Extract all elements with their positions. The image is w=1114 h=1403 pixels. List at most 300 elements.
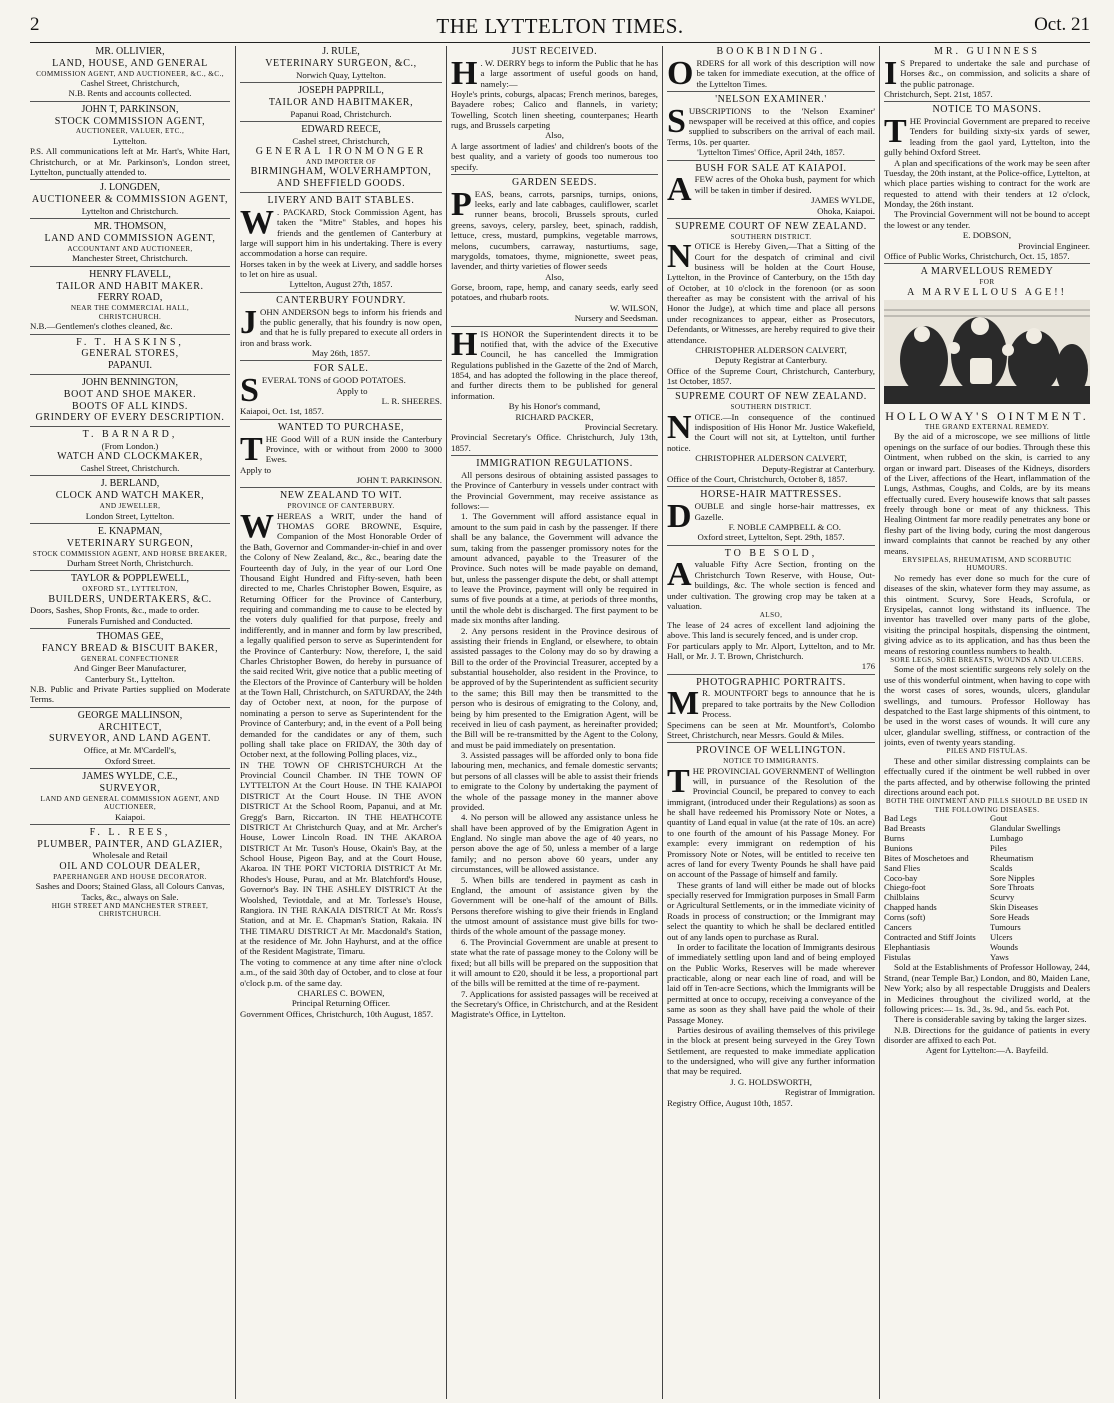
ad-heading: MR. GUINNESS bbox=[933, 46, 1040, 57]
ad-writ bbox=[240, 487, 442, 1019]
list-item: Gout bbox=[990, 813, 1008, 824]
list-item: Sore Nipples bbox=[990, 872, 1035, 883]
ad-body: FEW acres of the Ohoka bush, payment for which will be taken in timber if desired. bbox=[694, 174, 875, 195]
ad-address-sub: NEAR THE COMMERCIAL HALL, bbox=[70, 304, 190, 313]
ad-body: . PACKARD, Stock Commission Agent, has taken the "Mitre" Stables, and hopes his friends and the gentlemen of Canterbury at large will support him in his undertaking. There is every accommodation a horse can require. bbox=[240, 206, 442, 259]
ad-trade-sub: SURVEYOR, AND LAND AGENT. bbox=[48, 733, 212, 745]
ad-address: PAPANUI. bbox=[107, 360, 152, 372]
column-divider bbox=[235, 46, 236, 1399]
ad-signoff: Office of Public Works, Christchurch, Oct. 15, 1857. bbox=[884, 250, 1070, 261]
column-divider bbox=[446, 46, 447, 1399]
ad-body: HE Good Will of a RUN inside the Canterbury Province, with or without from 2000 to 3000 Ewes. bbox=[265, 433, 442, 465]
ad-signature: E. DOBSON, bbox=[962, 230, 1012, 241]
ad-trade: STOCK COMMISSION AGENT, bbox=[54, 115, 206, 127]
ad-signature: RICHARD PACKER, bbox=[515, 411, 594, 422]
ad-heading-sub: FOR bbox=[979, 278, 995, 287]
regulation-7: 7. Applications for assisted passages will be received at the Secretary's Office, in Christchurch, and at the Resident Magistrate's Office, in Lyttelton. bbox=[451, 988, 658, 1020]
ad-address: Office, at Mr. M'Cardell's, bbox=[83, 745, 177, 756]
ad-note: N.B. Rents and accounts collected. bbox=[68, 88, 192, 99]
ad-signoff: Office of the Court, Christchurch, October 8, 1857. bbox=[667, 473, 848, 484]
ad-signoff: Agent for Lyttelton:—A. Bayfeild. bbox=[925, 1045, 1049, 1056]
ad-signature: CHRISTOPHER ALDERSON CALVERT, bbox=[695, 344, 847, 355]
list-item: Cancers bbox=[884, 921, 912, 932]
ad-signature-title: Registrar of Immigration. bbox=[784, 1087, 875, 1098]
ad-name: HENRY FLAVELL, bbox=[89, 268, 171, 280]
ad-name: GEORGE MALLINSON, bbox=[77, 709, 183, 721]
page-number: 2 bbox=[30, 14, 40, 35]
ad-photographic bbox=[667, 674, 875, 741]
ad-immigration bbox=[451, 455, 658, 1020]
ad-subheading: PROVINCE OF CANTERBURY. bbox=[287, 502, 395, 511]
ad-name: J. RULE, bbox=[322, 46, 360, 57]
ad-line: Apply to bbox=[336, 385, 368, 396]
ad-body: Specimens can be seen at Mr. Mountfort's, Colombo Street, Christchurch, near Messrs. Gould & Miles. bbox=[667, 719, 875, 740]
ad-heading: SUPREME COURT OF NEW ZEALAND. bbox=[675, 220, 867, 232]
list-item: Scalds bbox=[990, 862, 1013, 873]
ad-holloway bbox=[884, 263, 1090, 1056]
ad-body: The Provincial Government will not be bound to accept the lowest or any tender. bbox=[884, 209, 1090, 230]
ad-heading: HOLLOWAY'S OINTMENT. bbox=[885, 408, 1089, 423]
ad-heading: HORSE-HAIR MATTRESSES. bbox=[700, 489, 842, 501]
ad-body: By the aid of a microscope, we see millions of little openings on the surface of our bodies. Through these this Ointment, when rubbed on the skin, is carried to any organ or inward part. Diseases of the Kidneys, disorders of the Liver, affections of the Heart, inflammation of the Lungs, Asthmas, Coughs, and Colds, are by its means effectually cured. Every housewife knows that salt passes freely through bone or meat of any thickness. This Healing Ointment far more readily penetrates any bone or fleshy part of the living body, curing the most dangerous inward complaints that cannot be reached by any other means. bbox=[884, 431, 1090, 556]
list-item: Chiego-foot bbox=[884, 882, 926, 893]
ad-signature: JOHN T. PARKINSON. bbox=[356, 475, 442, 486]
ad-name: TAYLOR & POPPLEWELL, bbox=[71, 573, 189, 585]
ad-signoff: Provincial Secretary's Office. Christchurch, July 13th, 1857. bbox=[451, 432, 658, 453]
ad-body: EAS, beans, carrots, parsnips, turnips, onions, leeks, early and late cabbages, cauliflower, scarlet runner beans, brocoli, Brussels sprouts, curled greens, savoys, celery, parsley, beet, spinach, raddish, lettuce, cress, mustard, pumpkins, vegetable marrows, melons, cucumbers, carraway, nasturtiums, sage, marygolds, tomatoes, thyme, mignionette, sweet peas, lavender, and thirty varieties of flower seeds bbox=[451, 188, 658, 272]
ad-address: Kaiapoi. bbox=[114, 811, 146, 822]
ad-name: F. T. HASKINS, bbox=[76, 336, 184, 348]
column-divider bbox=[879, 46, 880, 1399]
ad-name: F. L. REES, bbox=[89, 826, 171, 838]
ad-name: EDWARD REECE, bbox=[301, 123, 381, 135]
ad-name: J. LONGDEN, bbox=[100, 182, 160, 194]
ad-note: P.S. All communications left at Mr. Hart's, White Hart, Christchurch, or at Mr. Parkinson's, London street, Lyttelton, punctually attended to. bbox=[30, 146, 230, 178]
list-item: Bunions bbox=[884, 842, 913, 853]
ad-body: There is considerable saving by taking the larger sizes. bbox=[894, 1014, 1087, 1025]
ad-name: JOHN T, PARKINSON, bbox=[81, 103, 179, 115]
ad-wanted bbox=[240, 419, 442, 486]
ad-trade: ARCHITECT, bbox=[98, 721, 162, 733]
ad-town: CHRISTCHURCH. bbox=[98, 312, 162, 321]
ad-bush bbox=[667, 160, 875, 216]
ad-trade: AUCTIONEER & COMMISSION AGENT, bbox=[31, 194, 229, 206]
ad-body: Parties desirous of availing themselves of this privilege in the block at present being surveyed in the Grey Town Settlement, are requested to make immediate application to the undersigned, who will give any further information that may be required. bbox=[667, 1024, 875, 1077]
ad-name: MR. THOMSON, bbox=[93, 221, 167, 233]
ad-heading: BUSH FOR SALE AT KAIAPOI. bbox=[695, 162, 847, 174]
ad-heading: A MARVELLOUS REMEDY bbox=[920, 266, 1054, 278]
ad-body: A large assortment of ladies' and children's boots of the best quality, and a variety of goods too numerous too specify. bbox=[451, 140, 658, 172]
ad-haskins bbox=[30, 334, 230, 372]
ad-trade: VETERINARY SURGEON, bbox=[66, 537, 194, 549]
ad-rule bbox=[240, 46, 442, 80]
ad-address: Cashel street, Christchurch, bbox=[292, 135, 390, 146]
ad-heading: PROVINCE OF WELLINGTON. bbox=[696, 745, 846, 757]
ad-intro: All persons desirous of obtaining assisted passages to the Province of Canterbury in vessels under contract with the Provincial Government, may receive assistance as follows:— bbox=[451, 469, 658, 512]
ad-trade-sub: AND JEWELLER, bbox=[99, 502, 161, 511]
drop-cap: M bbox=[667, 685, 700, 723]
drop-cap: W bbox=[240, 507, 274, 545]
ad-nelson-examiner bbox=[667, 91, 875, 158]
ad-body: Sold at the Establishments of Professor Holloway, 244, Strand, (near Temple Bar,) London, and 80, Maiden Lane, New York; also by all respectable Druggists and Dealers in Medicines throughout the civilized world, at the following prices:— 1s. 3d., 3s. 9d., and 5s. each Pot. bbox=[884, 962, 1090, 1014]
ad-address: FERRY ROAD, bbox=[97, 292, 163, 304]
list-item: Chilblains bbox=[884, 892, 920, 903]
ad-subheading: SORE LEGS, SORE BREASTS, WOUNDS AND ULCERS. bbox=[890, 655, 1084, 664]
column-2 bbox=[240, 46, 442, 1399]
ad-heading: A MARVELLOUS AGE!! bbox=[907, 286, 1067, 298]
ad-trade-sub: AND IMPORTER OF bbox=[305, 157, 377, 166]
list-item: Scurvy bbox=[990, 892, 1015, 903]
ad-signoff: Lyttelton, August 27th, 1857. bbox=[289, 279, 393, 290]
ad-body: IS HONOR the Superintendent directs it to be notified that, with the advice of the Executive Council, he has cancelled the Immigration Regulations published in the Gazette of the 2nd of March, 1854, and has adopted the following in the place thereof, and further directs them to be published for general information. bbox=[451, 328, 658, 401]
ad-note: Funerals Furnished and Conducted. bbox=[67, 615, 193, 626]
ad-address: Canterbury St., Lyttelton. bbox=[85, 673, 175, 684]
ad-trade-sub: AND SHEFFIELD GOODS. bbox=[276, 178, 406, 190]
ad-trade-sub: AUCTIONEER, VALUER, ETC., bbox=[75, 127, 185, 136]
ad-address: London Street, Lyttelton. bbox=[85, 510, 175, 521]
ad-signature-title: Provincial Engineer. bbox=[1018, 240, 1090, 251]
ad-bookbinding bbox=[667, 46, 875, 92]
drop-cap: A bbox=[667, 556, 692, 594]
ad-note: Doors, Sashes, Shop Fronts, &c., made to order. bbox=[30, 605, 200, 616]
ad-body: OTICE.—In consequence of the continued indisposition of His Honor Mr. Justice Wakefield, the Court will not sit, at Lyttelton, until further notice. bbox=[667, 411, 875, 453]
ad-trade-sub: GENERAL CONFECTIONER bbox=[81, 654, 179, 663]
disease-column-right bbox=[990, 814, 1090, 962]
drop-cap: O bbox=[667, 54, 694, 92]
ad-signature: JAMES WYLDE, bbox=[811, 195, 875, 206]
column-4 bbox=[667, 46, 875, 1399]
ad-papprill bbox=[240, 82, 442, 119]
ad-trade-sub: And Ginger Beer Manufacturer, bbox=[73, 663, 187, 674]
ad-supreme-court-1 bbox=[667, 218, 875, 387]
ad-for-sale bbox=[240, 360, 442, 416]
ad-trade-sub: LAND AND GENERAL COMMISSION AGENT, AND AUCTIONEER, bbox=[40, 794, 220, 812]
ad-address: HIGH STREET AND MANCHESTER STREET, CHRISTCHURCH. bbox=[51, 901, 209, 919]
ad-signature: CHARLES C. BOWEN, bbox=[297, 987, 385, 998]
ad-parkinson bbox=[30, 101, 230, 178]
ad-trade: GENERAL STORES, bbox=[81, 348, 179, 360]
list-item: Lumbago bbox=[990, 833, 1023, 844]
ad-body: EVERAL TONS of GOOD POTATOES. bbox=[261, 375, 406, 386]
ad-signature-title: Provincial Secretary. bbox=[584, 421, 658, 432]
regulation-5: 5. When bills are tendered in payment as cash in England, the amount of assistance given by the Government will be one-half of the amount of Bills. Persons therefore wishing to give their friends in England the utmost amount of assistance must give bills for two-thirds of the whole amount of the passage money. bbox=[451, 874, 658, 937]
ad-guinness bbox=[884, 46, 1090, 99]
ad-heading: FOR SALE. bbox=[313, 363, 369, 375]
ad-body: No remedy has ever done so much for the cure of diseases of the skin, whatever form they may assume, as this ointment. Scurvy, Sore Heads, Scrofula, or Erysipelas, cannot long withstand its influence. The inventor has travelled over many parts of the globe, visiting the principal hospitals, dispensing the ointment, giving advice as to its application, and has thus been the means of restoring countless numbers to health. bbox=[884, 572, 1090, 656]
ad-subheading: SOUTHERN DISTRICT. bbox=[730, 232, 812, 241]
ad-trade-sub: COMMISSION AGENT, AND AUCTIONEER, &C., &C., bbox=[36, 69, 224, 78]
ad-trade: PLUMBER, PAINTER, AND GLAZIER, bbox=[37, 838, 223, 850]
drop-cap: N bbox=[667, 238, 692, 276]
ad-body: HEREAS a WRIT, under the hand of THOMAS GORE BROWNE, Esquire, Companion of the Most Honorable Order of the Bath, Governor and Commander-in-chief in and over the Colony of New Zealand, &c., &c., bearing date the Fourteenth day of July, in the year of our Lord One Thousand Eight Hundred and Fifty-seven, hath been directed to me, Charles Christopher Bowen, Esquire, as Returning Officer for the Province of Canterbury, requiring and commanding me to cause to be elected by the voters duly qualified for that purpose, freely and indifferently, and in manner and form by law prescribed, a legally qualified person to serve as Superintendent for the Province of Canterbury: Now, therefore, I, the said Charles Christopher Bowen, do hereby in pursuance of the said recited Writ, give notice that a public meeting of the Electors of the Province of Canterbury will be holden at the Town Hall, Christchurch, on SATURDAY, the 24th day of October next, at noon, for the purpose of nominating a person to serve as Superintendent for the Province of Canterbury; and, in the event of a Poll being demanded for the candidates or any of them, such polling shall take place on FRIDAY, the 30th day of October next, at the following Polling places, viz., bbox=[240, 510, 442, 760]
ad-body: For particulars apply to Mr. Alport, Lyttelton, and to Mr. Hall, or Mr. J. T. Brown, Christchurch. bbox=[667, 640, 875, 661]
ad-subheading: SOUTHERN DISTRICT. bbox=[730, 403, 812, 412]
list-item: Corns (soft) bbox=[884, 912, 926, 923]
list-item: Chapped hands bbox=[884, 902, 937, 913]
engraving-illustration bbox=[884, 300, 1090, 404]
ad-body: S Prepared to undertake the sale and purchase of Horses &c., on commission, and solicits a share of the public patronage. bbox=[900, 57, 1090, 89]
ad-taylor-popplewell bbox=[30, 570, 230, 626]
ad-trade: VETERINARY SURGEON, &C., bbox=[265, 57, 417, 69]
ad-heading: GARDEN SEEDS. bbox=[511, 176, 598, 188]
ad-heading: IMMIGRATION REGULATIONS. bbox=[476, 458, 633, 470]
list-item: Tumours bbox=[990, 921, 1021, 932]
list-item: Wounds bbox=[990, 941, 1018, 952]
regulation-1: 1. The Government will afford assistance equal in amount to the sum paid in cash by the passenger. If there shall be any balance, the Government will advance the sum, taking from the passenger promissory notes for the amount advanced, payable to the Treasurer of the Province. Such notes will be made payable on demand, but, unless the passenger dispute the debt, or shall attempt to leave the Province, payment will only be required in sums of five pounds at a time, at periods of three months, until the whole debt is discharged. The first payment to be made six months after landing. bbox=[451, 511, 658, 626]
ad-body: N.B. Directions for the guidance of patients in every disorder are affixed to each Pot. bbox=[884, 1024, 1090, 1046]
list-item: Sore Heads bbox=[990, 912, 1030, 923]
ad-body: valuable Fifty Acre Section, fronting on the Christchurch Town Reserve, with House, Out-buildings, &c. The whole section is fenced and under cultivation. The growing crop may be taken at a valuation. bbox=[667, 559, 875, 611]
ad-barnard bbox=[30, 426, 230, 473]
ad-subheading: ERYSIPELAS, RHEUMATISM, AND SCORBUTIC HUMOURS. bbox=[902, 555, 1072, 573]
ad-signature: J. G. HOLDSWORTH, bbox=[730, 1076, 812, 1087]
ad-thomson bbox=[30, 218, 230, 263]
ad-trade-sub: PAPERHANGER AND HOUSE DECORATOR. bbox=[53, 872, 207, 881]
ad-address: Norwich Quay, Lyttelton. bbox=[296, 69, 386, 80]
ad-trade: LAND, HOUSE, AND GENERAL bbox=[52, 57, 208, 69]
ad-note: Sashes and Doors; Stained Glass, all Colours Canvas, Tacks, &c., always on Sale. bbox=[35, 881, 225, 902]
ad-body: Gorse, broom, rape, hemp, and canary seeds, early seed potatoes, and rhubarb roots. bbox=[451, 282, 658, 303]
ad-signoff: Government Offices, Christchurch, 10th August, 1857. bbox=[240, 1008, 434, 1019]
ad-line: By his Honor's command, bbox=[508, 401, 601, 412]
ad-ollivier bbox=[30, 46, 230, 99]
disease-column-left bbox=[884, 814, 984, 962]
ad-heading: CANTERBURY FOUNDRY. bbox=[276, 294, 406, 306]
list-item: Coco-bay bbox=[884, 872, 918, 883]
ad-heading: NEW ZEALAND TO WIT. bbox=[279, 490, 403, 502]
ad-honor bbox=[451, 326, 658, 454]
ad-subheading: NOTICE TO IMMIGRANTS. bbox=[723, 757, 819, 766]
ad-body: HE Provincial Government are prepared to receive Tenders for building sixty-six yards of sewer, leading from the gaol yard, Lyttelton, into the gully behind Oxford Street. bbox=[884, 116, 1090, 158]
ad-note: N.B. Public and Private Parties supplied on Moderate Terms. bbox=[30, 684, 230, 705]
drop-cap: P bbox=[451, 185, 472, 223]
ad-heading: WANTED TO PURCHASE, bbox=[277, 421, 405, 433]
ad-name: THOMAS GEE, bbox=[96, 631, 164, 643]
ad-trade: BUILDERS, UNDERTAKERS, &C. bbox=[48, 593, 212, 605]
ad-body: HE PROVINCIAL GOVERNMENT of Wellington will, in pursuance of the Resolution of the Provincial Council, be prepared to convey to each immigrant, (introduced under their Regulations) as soon as he shall have redeemed his Promissory Note or Notes, a quantity of Land equal in value (at the rate of 10s. an acre) to one fourth of the amount of his Passage Money. For example: every immigrant on redemption of his Promissory Note or Notes, will be entitled to receive ten acres of land for every Twenty Pounds he shall have paid on account of the Passage of himself and family. bbox=[667, 765, 875, 880]
ad-body: Horses taken in by the week at Livery, and saddle horses to let on hire as usual. bbox=[240, 258, 442, 280]
list-item: Bites of Moschetoes and Sand Flies bbox=[884, 852, 969, 873]
ad-trade-sub: GRINDERY OF EVERY DESCRIPTION. bbox=[35, 412, 225, 424]
ad-trade-sub: BIRMINGHAM, WOLVERHAMPTON, bbox=[250, 166, 432, 178]
ad-name: T. BARNARD, bbox=[82, 429, 178, 441]
ad-body: OUBLE and single horse-hair mattresses, ex Gazelle. bbox=[694, 501, 875, 522]
ad-trade: TAILOR AND HABITMAKER, bbox=[268, 96, 414, 108]
ad-wylde bbox=[30, 768, 230, 822]
ad-address: Lyttelton and Christchurch. bbox=[81, 206, 179, 216]
ad-trade: TAILOR AND HABIT MAKER. bbox=[56, 280, 204, 292]
ad-berland bbox=[30, 475, 230, 520]
ad-heading: SUPREME COURT OF NEW ZEALAND. bbox=[675, 391, 867, 403]
ad-heading: NOTICE TO MASONS. bbox=[932, 104, 1042, 116]
regulation-6: 6. The Provincial Government are unable at present to state what the rate of passage money to the Colony will be fixed; but all bills will be prepared on the supposition that it will amount to £20, should it be less, a proportional part of the bills will be remitted at the time of re-payment. bbox=[451, 936, 658, 989]
page-title: THE LYTTELTON TIMES. bbox=[436, 14, 684, 38]
regulation-3: 3. Assisted passages will be afforded only to bona fide labouring men, mechanics, and female domestic servants; but persons of all classes will be able to assist their friends to emigrate to the Colony by undertaking the payment of the whole of the passage money in the manner above provided. bbox=[451, 750, 658, 812]
ad-signoff: Registry Office, August 10th, 1857. bbox=[667, 1097, 793, 1108]
list-item: Sore Throats bbox=[990, 882, 1034, 893]
drop-cap: N bbox=[667, 408, 692, 446]
ad-name: JOSEPH PAPPRILL, bbox=[298, 84, 384, 96]
ad-signature: W. WILSON, bbox=[609, 302, 658, 313]
regulation-4: 4. No person will be allowed any assistance unless he shall have been approved of by the Emigration Agent in England. No single man above the age of 40 years, no person above the age of 50, unless a member of a large family; and no person above 60 years, under any circumstances, will be allowed assistance. bbox=[451, 812, 658, 875]
ad-signoff: Oxford street, Lyttelton, Sept. 29th, 1857. bbox=[697, 532, 845, 543]
ad-body: R. MOUNTFORT begs to announce that he is prepared to take portraits by the New Collodion Process. bbox=[702, 688, 875, 720]
ad-trade: GENERAL IRONMONGER bbox=[255, 146, 427, 158]
ad-heading: BOOKBINDING. bbox=[716, 46, 826, 57]
ad-body: A plan and specifications of the work may be seen after Tuesday, the 20th instant, at the Police-office, Lyttelton, at which place parties wishing to contract for the work are requested to attend with their tenders at 12 o'clock, Monday, the 26th instant. bbox=[884, 157, 1090, 210]
ad-flavell bbox=[30, 266, 230, 332]
ad-address: Ohoka, Kaiapoi. bbox=[817, 205, 875, 216]
ad-body: These and other similar distressing complaints can be effectually cured if the ointment be well rubbed in over the parts affected, and by otherwise following the printed directions around each pot. bbox=[884, 755, 1090, 797]
ad-heading: PHOTOGRAPHIC PORTRAITS. bbox=[696, 676, 846, 688]
list-item: Glandular Swellings bbox=[990, 823, 1061, 834]
drop-cap: T bbox=[884, 113, 907, 151]
drop-cap: T bbox=[240, 430, 263, 468]
ad-address: Lyttelton. bbox=[113, 135, 147, 146]
ad-seeds bbox=[451, 174, 658, 324]
ad-rees bbox=[30, 824, 230, 919]
column-divider bbox=[662, 46, 663, 1399]
ad-also: Also, bbox=[545, 271, 564, 282]
column-3 bbox=[451, 46, 658, 1399]
ad-trade-sub: ACCOUNTANT AND AUCTIONEER, bbox=[67, 244, 193, 253]
ad-signature-title: Nursery and Seedsman. bbox=[574, 313, 658, 324]
ad-trade: WATCH AND CLOCKMAKER, bbox=[57, 451, 203, 463]
polling-places: IN THE TOWN OF CHRISTCHURCH At the Provincial Council Chamber. IN THE TOWN OF LYTTELTON At the Court House. IN THE KAIAPOI DISTRICT At the Court House. IN THE AVON DISTRICT At the School Room, Papanui, and at Mr. Gregg's Barn, Riccarton. IN THE HEATHCOTE DISTRICT At Christchurch Quay, and at Mr. Archer's House, Lower Lincoln Road. IN THE AKAROA DISTRICT At Mr. Tuson's House, Okain's Bay, at the School House, Pigeon Bay, and at the Court House, Akaroa. IN THE PORT VICTORIA DISTRICT At Mr. Rhodes's House, Purau, and at Mr. Blatchford's House, Governor's Bay. IN THE ASHLEY DISTRICT At the Woolshed, Teviotdale, and at Mr. Torlesse's House, Rangiora. IN THE RAKAIA DISTRICT At Mr. Ross's Station, and at Mr. E. Chapman's Station, Rakaia. IN THE TIMARU DISTRICT At Mr. Macdonald's Station, at the residence of Mr. John Hayhurst, and at the office of the Resident Magistrate, Timaru. bbox=[240, 759, 442, 957]
ad-address: Cashel Street, Christchurch. bbox=[80, 463, 180, 474]
ad-signature-title: Deputy Registrar at Canterbury. bbox=[714, 355, 828, 366]
list-item: Contracted and Stiff Joints bbox=[884, 931, 976, 942]
ad-body: OTICE is Hereby Given,—That a Sitting of the Court for the despatch of criminal and civil business will be holden at the Court House, Lyttelton, in the Province of Canterbury, on the 15th day of October, at 10 o'clock in the forenoon (or as soon thereafter as may be consistent with the arrival of his Honor the Judge), at which time and place all persons under recognizances to appear, either as Prosecutors, Defendants, or Witnesses, are hereby required to give their attendance. bbox=[667, 241, 875, 345]
ad-wellington bbox=[667, 742, 875, 1108]
drop-cap: S bbox=[240, 372, 259, 410]
drop-cap: T bbox=[667, 762, 690, 800]
ad-masons bbox=[884, 101, 1090, 261]
header-rule bbox=[30, 42, 1090, 43]
ad-foundry bbox=[240, 292, 442, 359]
ad-signoff: 'Lyttelton Times' Office, April 24th, 1857. bbox=[697, 147, 845, 158]
ad-body: In order to facilitate the location of Immigrants desirous of immediately settling upon land and of being employed on the Public Works, Reserves will be made wherever practicable, along or near each line of road, and will be laid off in Ten-acre Sections, which the Immigrants will be permitted at once to occupy, receiving a conveyance of the same as soon as they shall have paid the whole of their Passage Money. bbox=[667, 941, 875, 1025]
drop-cap: A bbox=[667, 171, 692, 209]
ad-livery bbox=[240, 192, 442, 290]
ad-mallinson bbox=[30, 707, 230, 766]
ad-body: The voting to commence at any time after nine o'clock a.m., of the said 30th day of October, and to close at four o'clock p.m. of the same day. bbox=[240, 956, 442, 988]
list-item: Ulcers bbox=[990, 931, 1013, 942]
list-item: Piles bbox=[990, 842, 1007, 853]
ad-address: Manchester Street, Christchurch. bbox=[72, 253, 188, 264]
ad-signature: F. NOBLE CAMPBELL & CO. bbox=[728, 521, 841, 532]
ad-signature-title: Principal Returning Officer. bbox=[291, 998, 391, 1009]
ad-derry bbox=[451, 46, 658, 172]
ad-signoff: May 26th, 1857. bbox=[311, 348, 371, 359]
ad-heading: JUST RECEIVED. bbox=[511, 46, 598, 57]
list-item: Bad Breasts bbox=[884, 823, 926, 834]
column-1 bbox=[30, 46, 230, 1399]
ad-body: UBSCRIPTIONS to the 'Nelson Examiner' newspaper will be received at this office, and copies supplied to subscribers on the arrival of each mail. Terms, 10s. per quarter. bbox=[667, 105, 875, 147]
ad-trade-sub: Wholesale and Retail bbox=[92, 850, 168, 861]
ad-trade: CLOCK AND WATCH MAKER, bbox=[55, 490, 205, 502]
ad-origin: (From London.) bbox=[101, 440, 159, 451]
ad-note: N.B.—Gentlemen's clothes cleaned, &c. bbox=[30, 321, 173, 332]
ad-also: Also, bbox=[545, 130, 564, 141]
ad-supreme-court-2 bbox=[667, 388, 875, 484]
ad-name: JOHN BENNINGTON, bbox=[82, 376, 178, 388]
ad-address: Oxford Street. bbox=[104, 755, 156, 766]
ad-body: RDERS for all work of this description will now be taken for immediate execution, at the office of the Lyttelton Times. bbox=[696, 57, 875, 89]
ad-knapman bbox=[30, 523, 230, 568]
ad-subheading: THE GRAND EXTERNAL REMEDY. bbox=[924, 422, 1050, 431]
ad-also: ALSO, bbox=[759, 611, 783, 620]
drop-cap: J bbox=[240, 303, 257, 341]
list-item: Yaws bbox=[990, 951, 1009, 962]
ad-trade: SURVEYOR, bbox=[99, 782, 161, 794]
ad-subheading: PILES AND FISTULAS. bbox=[946, 747, 1028, 756]
ad-trade-sub: BOOTS OF ALL KINDS. bbox=[71, 400, 189, 412]
ad-signature: L. R. SHEERES. bbox=[381, 396, 442, 406]
ad-signoff: Office of the Supreme Court, Christchurch, Canterbury, 1st October, 1857. bbox=[667, 365, 875, 387]
ad-gee bbox=[30, 628, 230, 705]
ad-heading: LIVERY AND BAIT STABLES. bbox=[267, 194, 415, 206]
ad-bennington bbox=[30, 374, 230, 424]
column-5 bbox=[884, 46, 1090, 1399]
list-item: Skin Diseases bbox=[990, 902, 1038, 913]
ad-trade: FANCY BREAD & BISCUIT BAKER, bbox=[41, 643, 219, 655]
drop-cap: H bbox=[451, 54, 478, 92]
drop-cap: S bbox=[667, 102, 686, 140]
issue-date: Oct. 21 bbox=[1034, 14, 1090, 35]
list-item: Bad Legs bbox=[884, 813, 917, 824]
ad-body: These grants of land will either be made out of blocks specially reserved for Immigration purposes in Small Farm or Agricultural Settlements, or in the immediate vicinity of Roads in process of construction; or the Immigrant may select the quantity to which he shall be declared entitled out of any lands open to purchase as Rural. bbox=[667, 879, 875, 942]
drop-cap: I bbox=[884, 54, 898, 92]
ad-reece bbox=[240, 121, 442, 190]
ad-body: . W. DERRY begs to inform the Public that he has a large assortment of useful goods on hand, namely:— bbox=[480, 57, 658, 89]
disease-list bbox=[884, 814, 1090, 962]
masthead bbox=[30, 14, 1090, 40]
drop-cap: W bbox=[240, 203, 274, 241]
drop-cap: H bbox=[451, 325, 478, 363]
ad-signature-title: Deputy-Registrar at Canterbury. bbox=[761, 463, 875, 474]
list-item: Elephantiasis bbox=[884, 941, 930, 952]
ad-address: Cashel Street, Christchurch, bbox=[80, 78, 180, 89]
ad-signoff: Christchurch, Sept. 21st, 1857. bbox=[884, 88, 993, 99]
drop-cap: D bbox=[667, 498, 692, 536]
ad-subheading: BOTH THE OINTMENT AND PILLS SHOULD BE USED IN THE FOLLOWING DISEASES. bbox=[885, 797, 1089, 814]
ad-longden bbox=[30, 179, 230, 216]
ad-items: Hoyle's prints, coburgs, alpacas; French merinos, bareges, Bayadere robes; Calico and flannels, in variety; Towelling, Scotch linen sheeting, counterpanes; Hearth rugs, and Brussels carpeting bbox=[451, 88, 658, 131]
list-item: Fistulas bbox=[884, 951, 911, 962]
list-item: Burns bbox=[884, 833, 905, 844]
ad-address: Papanui Road, Christchurch. bbox=[290, 108, 392, 119]
list-item: Rheumatism bbox=[990, 852, 1034, 863]
ad-to-be-sold bbox=[667, 545, 875, 672]
ad-signoff: Kaiapoi, Oct. 1st, 1857. bbox=[240, 406, 324, 417]
ad-name: J. BERLAND, bbox=[100, 478, 160, 490]
ad-signature: CHRISTOPHER ALDERSON CALVERT, bbox=[695, 453, 847, 464]
ad-trade-sub: OIL AND COLOUR DEALER, bbox=[59, 860, 201, 872]
ad-address: OXFORD ST., LYTTELTON, bbox=[82, 585, 178, 594]
ad-body: OHN ANDERSON begs to inform his friends and the public generally, that his foundry is now open, and that he is fully prepared to execute all orders in iron and brass work. bbox=[240, 306, 442, 348]
regulation-2: 2. Any persons resident in the Province desirous of assisting their friends in England, or elsewhere, to obtain assisted passages to the Colony may do so by drawing a Bill to the order of the Provincial Treasurer, accepted by a substantial householder, also resident in the Province, to be approved of by the Superintendent as sufficient security to the same; this Bill may then be transmitted to the person who is desirous of emigrating to the Colony, and, being by him presented to the Emigration Agent, will be received in lieu of cash payment, as hereinafter provided; the Bill will be re-transmitted by the Agent to the Colony, and must be paid immediately on presentation. bbox=[451, 625, 658, 750]
ad-name: MR. OLLIVIER, bbox=[95, 46, 165, 57]
ad-name: JAMES WYLDE, C.E., bbox=[82, 770, 178, 782]
ad-mattresses bbox=[667, 486, 875, 542]
ad-number: 176 bbox=[861, 661, 875, 672]
ad-address: Durham Street North, Christchurch. bbox=[66, 558, 194, 569]
ad-name: E. KNAPMAN, bbox=[97, 525, 163, 537]
ad-body: The lease of 24 acres of excellent land adjoining the above. This land is securely fenced, and is under crop. bbox=[667, 619, 875, 641]
ad-line: Apply to bbox=[240, 464, 272, 475]
ad-trade: LAND AND COMMISSION AGENT, bbox=[44, 233, 216, 245]
